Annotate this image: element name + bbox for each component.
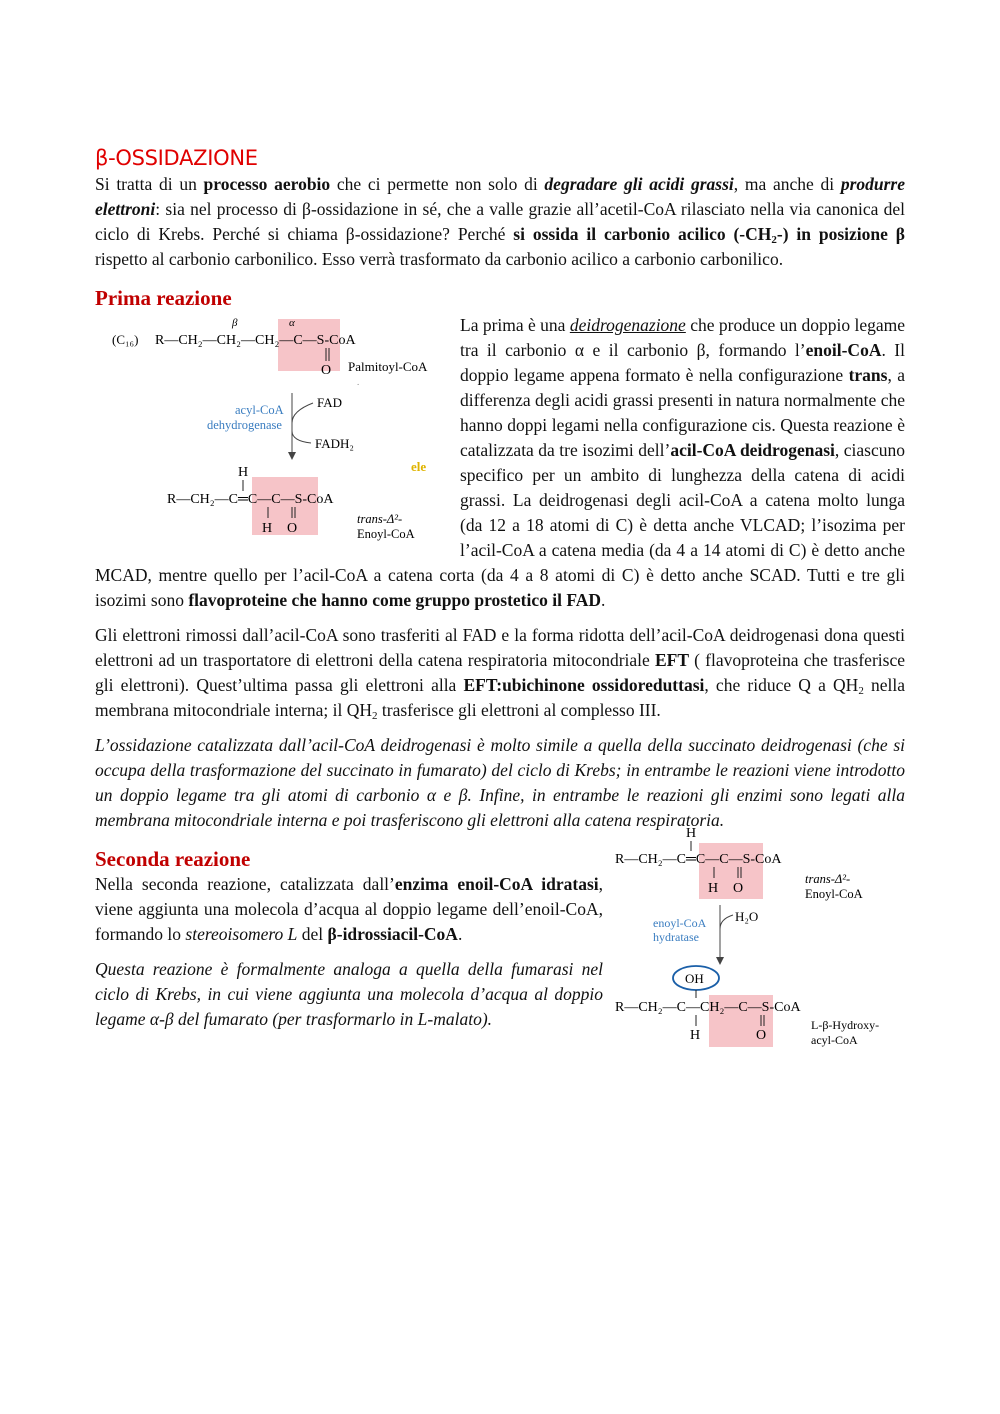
- oxygen-bottom: O: [287, 521, 298, 536]
- text: .: [601, 590, 606, 610]
- italic-text: stereoisomero L: [185, 924, 298, 944]
- seconda-reazione-paragraph-2: Questa reazione è formalmente analoga a quella della fumarasi nel ciclo di Krebs, in cui viene aggiunta una molecola d’acqua al doppio legame α-β del fumarato (per trasformarlo in L-malato).: [95, 959, 603, 1029]
- text: che ci permette non solo di: [330, 174, 545, 194]
- watermark-fragment: ele: [411, 459, 427, 474]
- hydroxyl-label: OH: [685, 971, 704, 986]
- underlined-italic-text: deidrogenazione: [569, 315, 686, 335]
- fadh2-label: FADH₂: [315, 436, 354, 451]
- bold-text: trans: [848, 365, 888, 385]
- document-page: [95, 140, 905, 1047]
- hydrogen-top: H: [238, 465, 249, 480]
- hydroxyacyl-coa-formula: R—CH₂—C—CH₂—C—S-CoA: [615, 1000, 801, 1015]
- bold-text: enzima enoil-CoA idratasi: [394, 874, 599, 894]
- text: che produce un doppio legame tra il carbonio α e il carbonio β, formando l’: [460, 315, 905, 360]
- section-heading-prima-reazione: Prima reazione: [95, 286, 232, 310]
- hydrogen-bottom: H: [690, 1028, 701, 1043]
- text: , a differenza degli acidi grassi presenti in natura normalmente che hanno doppi legami nella configurazione cis. Questa reazione è catalizzata da tre isozimi dell’: [460, 365, 905, 460]
- text: , ciascuno specifico per un ambito di lunghezza della catena di acidi grassi. La deidrogenasi degli acil-CoA a catena molto lunga (da 12 a 18 atomi di C) è detta anche VLCAD; l’isozima per l’acil-CoA a catena media (da 4 a 14 atomi di C) è detto anche MCAD, mentre quello per l’acil-CoA a catena corta (da 4 a 8 atomi di C) è detto anche SCAD. Tutti e tre gli isozimi sono: [95, 440, 906, 610]
- product-label-line1: L-β-Hydroxy-: [811, 1018, 880, 1032]
- hydrogen-mid: H: [708, 881, 719, 896]
- bold-text: flavoproteine che hanno come gruppo prostetico il FAD: [188, 590, 602, 610]
- reaction-diagram-2: [615, 815, 905, 1047]
- reactant-label-line2: Enoyl-CoA: [805, 887, 863, 901]
- palmitoyl-coa-formula: R—CH₂—CH₂—CH₂—C—S-CoA: [155, 333, 356, 348]
- intro-paragraph: [95, 172, 905, 272]
- bold-text: enoil-CoA: [805, 340, 882, 360]
- chain-length-label: (C₁₆): [112, 332, 139, 347]
- figure-dehydrogenation: [95, 311, 450, 543]
- prima-reazione-paragraph-3: L’ossidazione catalizzata dall’acil-CoA deidrogenasi è molto simile a quella della succinato deidrogenasi (che si occupa della trasformazione del succinato in fumarato) del ciclo di Krebs; in entrambe le reazioni viene introdotto un doppio legame tra gli atomi di carbonio α e β. Infine, in entrambe le reazioni gli enzimi sono legati alla membrana mitocondriale interna e poi trasferiscono gli elettroni alla catena respiratoria.: [95, 735, 905, 830]
- bold-text: acil-CoA deidrogenasi: [670, 440, 835, 460]
- hydrogen-bottom: H: [262, 521, 273, 536]
- reactant-label-line1: trans-Δ²-: [805, 872, 851, 886]
- text: . Il doppio legame appena formato è nella configurazione: [460, 340, 905, 385]
- prima-reazione-paragraph-2: Gli elettroni rimossi dall’acil-CoA sono trasferiti al FAD e la forma ridotta dell’acil-CoA deidrogenasi dona questi elettroni ad un trasportatore di elettroni della catena respiratoria mitocondriale EFT ( flavoproteina che trasferisce gli elettroni). Quest’ultima passa gli elettroni alla EFT:ubichinone ossidoreduttasi, che riduce Q a $QH_2$ nella membrana mitocondriale interna; il $QH_2$ trasferisce gli elettroni al complesso III.: [95, 625, 905, 722]
- bold-text: si ossida il carbonio acilico $(-CH_2-)$ in posizione β: [513, 224, 905, 246]
- reaction-diagram-1: [95, 311, 450, 543]
- enoyl-coa-formula: R—CH₂—C═C—C—S-CoA: [167, 492, 334, 507]
- fad-label: FAD: [317, 395, 343, 410]
- bold-text: β-idrossiacil-CoA: [327, 924, 458, 944]
- oxygen-mid: O: [733, 881, 744, 896]
- beta-label: β: [232, 317, 238, 329]
- enzyme-name-line1: acyl-CoA: [235, 403, 284, 417]
- bold-italic-text: degradare gli acidi grassi: [544, 174, 734, 194]
- hydrogen-top: H: [686, 826, 697, 841]
- enzyme-name-line2: dehydrogenase: [207, 418, 282, 432]
- oxygen-bottom: O: [756, 1028, 767, 1043]
- bold-text: processo aerobio: [203, 174, 331, 194]
- water-label: H₂O: [735, 909, 759, 924]
- product-label-line2: acyl-CoA: [811, 1033, 858, 1047]
- product-label-line2: Enoyl-CoA: [357, 527, 415, 541]
- bold-text: EFT: [654, 650, 689, 670]
- figure-hydration: [615, 815, 905, 1047]
- seconda-reazione-paragraph-1: Nella seconda reazione, catalizzata dall’enzima enoil-CoA idratasi, viene aggiunta una molecola d’acqua al doppio legame dell’enoil-CoA, formando lo stereoisomero L del β-idrossiacil-CoA.: [95, 874, 603, 944]
- section-heading-seconda-reazione: Seconda reazione: [95, 847, 251, 871]
- text: : sia nel processo di β-ossidazione in sé, che a valle grazie all’acetil-CoA rilasciato nella via canonica del ciclo di Krebs. Perché si chiama β-ossidazione? Perché: [95, 199, 905, 244]
- text: Si tratta di un: [95, 174, 204, 194]
- product-label-line1: trans-Δ²-: [357, 512, 403, 526]
- enzyme-name-line2: hydratase: [653, 930, 699, 944]
- page-title: β-OSSIDAZIONE: [95, 146, 258, 170]
- text: La prima è una: [460, 315, 570, 335]
- text: , ma anche di: [733, 174, 841, 194]
- alpha-label: α: [289, 317, 295, 329]
- text: rispetto al carbonio carbonilico. Esso verrà trasformato da carbonio acilico a carbonio carbonilico.: [95, 249, 784, 269]
- enzyme-name-line1: enoyl-CoA: [653, 916, 707, 930]
- enoyl-coa-formula: R—CH₂—C═C—C—S-CoA: [615, 852, 782, 867]
- reactant-label: Palmitoyl-CoA: [348, 359, 428, 374]
- oxygen-atom: O: [321, 363, 332, 378]
- svg-text:.: .: [357, 377, 360, 387]
- bold-italic-text: produrre elettroni: [95, 174, 906, 219]
- bold-text: EFT:ubichinone ossidoreduttasi: [463, 675, 705, 695]
